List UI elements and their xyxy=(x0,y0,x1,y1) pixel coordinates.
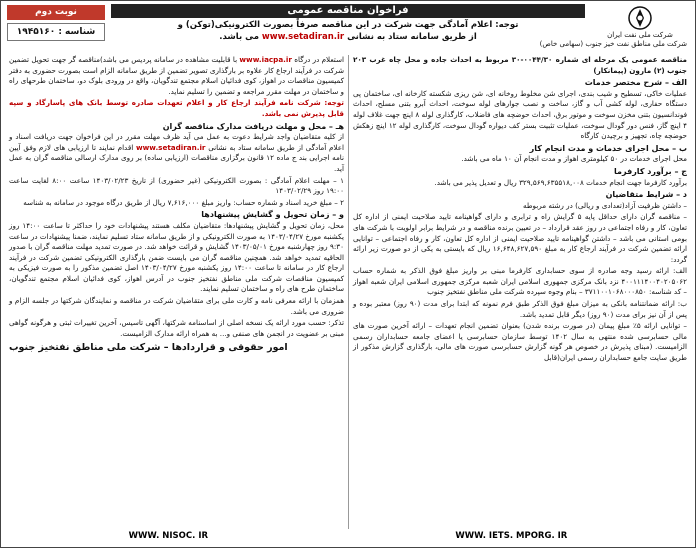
iacpa-paragraph xyxy=(9,55,344,97)
turn-badge: نوبت دوم xyxy=(7,5,105,20)
section-d-body1: – داشتن ظرفیت آزاد(تعدادی و ریالی) در رشته مربوطه xyxy=(522,200,687,210)
intro-text xyxy=(111,19,585,43)
intro-line2 xyxy=(111,31,585,43)
iets-link[interactable]: WWW. IETS. MPORG. IR xyxy=(455,531,568,541)
tender-intro: مناقصه عمومی یک مرحله ای شماره ۰۰۴۴/۳۰-۳۰ مربوط به احداث جاده و محل چاه غرب ۲۰۳ جنوب (۲) مارون (پیمانکار) xyxy=(353,55,688,75)
footer xyxy=(5,531,691,545)
section-d-body2: – مناقصه گران دارای حداقل پایه ۵ گرایش راه و ترابری و دارای گواهینامه تایید صلاحیت ایمنی از اداره کل تعاون، کار و رفاه اجتماعی در روز عقد قرارداد – در تعیین برنده مناقصه و در شرایط برابر اولویت با شرکت های بومی استانی می باشد – داشتن گواهینامه تایید صلاحیت ایمنی از اداره کل تعاون، کار و رفاه اجتماعی – توانایی ارائه تضمین شرکت در فرآیند ارجاع کار به مبلغ ۱۶,۶۴۸,۶۲۷,۵۹۰ ریال که بایستی به یکی از دو صورت زیر ارائه گردد: xyxy=(353,212,688,264)
section-b-title: ب – محل اجرای خدمات و مدت انجام کار xyxy=(529,143,687,153)
content-columns xyxy=(5,55,691,529)
section-v-title: و – زمان تحویل و گشایش پیشنهادها xyxy=(201,210,344,220)
intro-line1: توجه: اعلام آمادگی جهت شرکت در این مناقصه صرفاً بصورت الکترونیکی(توکن) و xyxy=(177,20,519,30)
section-a-body: عملیات خاکی، تسطیح و شیب بندی، اجرای شن مخلوط روخانه ای، شن ریزی شکسته کارخانه ای، ساختمان پی دستگاه حفاری، لوله کشی آب و گاز، ساخت و نصب جوارهای لوله سوخت، احداث آبرو بتنی مسلح، احداث فوندانسیون بتنی مخزن سوخت و موتور برق، احداث حوضچه های فاضلاب، کارگذاری لوله ۸ اینچ جهت غلاف لوله ۴ اینچ گاز، فنس دور گودال سوخت، عملیات تثبیت بستر کف دیواره گودال سوخت، کارگذاری لوله ۱۲ اینچ زهکش حوضچه چاه، تجهیز و برچیدن کارگاه xyxy=(353,88,687,141)
nisoc-link[interactable]: WWW. NISOC. IR xyxy=(128,531,209,541)
iacpa-post: با قابلیت مشاهده در سامانه پردیس می باشد)مناقصه گر جهت تحویل تضمین شرکت در فرآیند ارجاع کار علاوه بر بارگذاری تصویر تضمین از طریق سامانه الزام است بصورت حضوری به دفتر کمیسیون مناقصات در اهواز، کوی فدائیان اسلام مجتمع تندگویان، واقع در ورودی بلوک دو، ساختمان طرحهای راه و ساختمان در مهلت مقرر مراجعه و تضمین را تسلیم نماید. xyxy=(9,55,344,96)
company-logo xyxy=(539,5,687,49)
section-c-body: برآورد کارفرما جهت انجام خدمات ۳۲۹,۵۶۹,۶۳۵۵۱۸,۰۰۸ ریال و تعدیل پذیر می باشد. xyxy=(434,177,687,187)
section-d-body5: – توانایی ارائه ۵٪ مبلغ پیمان (در صورت برنده شدن) بعنوان تضمین انجام تعهدات – ارائه آخرین صورت های مالی حسابرسی شده منتهی به سال ۱۴۰۲ توسط سازمان حسابرسی یا اعضای جامعه حسابداران رسمی الزامیست. (مبنای پذیرش در خصوص هر گونه گزارش حسابرسی صورت های مالی، بارگذاری گزارش مذکور از طریق سایت جامع حسابداران رسمی ایران(قابل xyxy=(353,321,688,363)
section-e-post: اقدام نمایند تا ارزیابی های لازم وفق آیین نامه اجرایی بند ج ماده ۱۲ قانون برگزاری مناقصات (ارزیابی ساده) بر روی مدارک ارسالی مناقصه گران به عمل آید. xyxy=(9,142,344,173)
section-d-title: د – شرایط متقاضیان xyxy=(605,190,687,200)
iacpa-link[interactable]: www.iacpa.ir xyxy=(239,55,292,64)
section-e-title: هـ – محل و مهلت دریافت مدارک مناقصه گران xyxy=(162,121,344,131)
intro-line2-pre: از طریق سامانه ستاد به نشانی xyxy=(347,32,477,42)
section-e-pre: از کلیه متقاضیان واجد شرایط دعوت به عمل می آید ظرف مهلت مقرر در این فراخوان جهت دریافت اسناد و اعلام آمادگی از طریق سامانه ستاد به نشانی xyxy=(9,132,344,152)
section-d-body3: الف: ارائه رسید وجه صادره از سوی حسابداری کارفرما مبنی بر واریز مبلغ فوق الذکر به شماره حساب ۴۰۰۱۱۱۴۰۰۴۰۲۰۵۰۶۲ نزد بانک مرکزی جمهوری اسلامی ایران شعبه مرکزی جمهوری اسلامی ایران شعبه اهواز – کد شناسه: ۳۷۱۱۰۰۱۰۶۸۰۰۰۸۵۰ – بنام وجوه سپرده شرکت ملی مناطق نفتخیز جنوب xyxy=(353,266,687,297)
extra-note-2: تذکر: حسب مورد ارائه یک نسخه اصلی از اساسنامه شرکتها، آگهی تاسیس، آخرین تغییرات ثبتی و هرگونه گواهی مبنی بر عضویت در انجمن های صنفی و... به همراه ارائه مدارک الزامیست. xyxy=(9,318,344,338)
shenase-box: شناسه : ۱۹۴۵۱۶۰ xyxy=(7,23,105,41)
left-column xyxy=(5,55,348,529)
setad-link[interactable]: www.setadiran.ir xyxy=(261,32,345,42)
section-e-body xyxy=(9,132,344,174)
section-v-body: محل، زمان تحویل و گشایش پیشنهادها: متقاضیان مکلف هستند پیشنهادات خود را حداکثر تا ساعت ۱۴:۰۰ روز یکشنبه مورخ ۱۴۰۳/۰۴/۲۷ به صورت الکترونیکی و از طریق سامانه ستاد تسلیم نمایند، ضمنا پیشنهادات در ساعت ۹:۳۰ روز چهارشنبه مورخ ۱۴۰۳/۰۵/۰۱ گشایش و قرائت خواهد شد. در صورت تمدید مهلت مناقصه گران با صدور الحاقیه تمدید خواهد شد. همچنین مناقصه گران می بایست ضمن بارگذاری الکترونیکی تضمین شرکت در فرآیند ارجاع کار در سامانه تا ساعت ۱۴:۰۰ روز یکشنبه مورخ ۱۴۰۳/۰۴/۲۷ اصل تضمین مذکور را به صورت فیزیکی به کمیسیون مناقصات شرکت ملی مناطق نفتخیز جنوب در آدرس اهواز، کوی فدائیان اسلام مجتمع تندگویان، ساختمان طرح های راه و ساختمان تسلیم نمایند. xyxy=(9,220,344,294)
header xyxy=(1,1,695,53)
bank-note: توجه: شرکت نامه فرآیند ارجاع کار و اعلام تعهدات صادره توسط بانک های پاسارگاد و سپه قابل پذیرش نمی باشد. xyxy=(9,98,344,118)
right-column xyxy=(348,55,691,529)
section-e-item2: ۲ – مبلغ خرید اسناد و شماره حساب: واریز مبلغ ۷,۶۱۶,۰۰۰ ریال از طریق درگاه موجود در سامانه به شناسه xyxy=(23,197,344,207)
extra-note-1: همزمان با ارائه معرفی نامه و کارت ملی برای متقاضیان شرکت در مناقصه و نمایندگان شرکتها در جلسه الزام و ضروری می باشد. xyxy=(9,296,344,316)
section-d-body4: ب: ارائه ضمانتنامه بانکی به میزان مبلغ فوق الذکر طبق فرم نمونه که ابتدا برای مدت (۹۰ روز) معتبر بوده و پس از آن نیز برای مدت (۹۰ روز) دیگر قابل تمدید باشد. xyxy=(353,299,687,319)
page-title: فراخوان مناقصه عمومی xyxy=(111,4,585,18)
setad-link-2[interactable]: www.setadiran.ir xyxy=(135,142,206,152)
section-a-title: الف – شرح مختصر خدمات xyxy=(584,78,687,88)
logo-line1: شرکت ملی نفت ایران xyxy=(607,31,673,39)
logo-line2: شرکت ملی مناطق نفت خیز جنوب (سهامی خاص) xyxy=(539,40,687,48)
iacpa-pre: استعلام در درگاه xyxy=(294,55,344,64)
section-b-body: محل اجرای خدمات در ۵۰ کیلومتری اهواز و مدت انجام آن ۱۰ ماه می باشد. xyxy=(461,154,687,164)
nioc-emblem-icon xyxy=(627,5,653,31)
signature-line: امور حقوقی و قراردادها – شرکت ملی مناطق نفتخیز جنوب xyxy=(9,342,288,354)
section-c-title: ج – برآورد کارفرما xyxy=(614,166,687,176)
intro-line2-post: می باشد. xyxy=(219,32,259,42)
section-e-item1: ۱ – مهلت اعلام آمادگی : بصورت الکترونیکی (غیر حضوری) از تاریخ ۱۴۰۳/۰۲/۲۳ ساعت ۸:۰۰ لغایت ساعت ۱۹:۰۰ روز ۱۴۰۳/۰۲/۲۹ xyxy=(9,175,344,196)
